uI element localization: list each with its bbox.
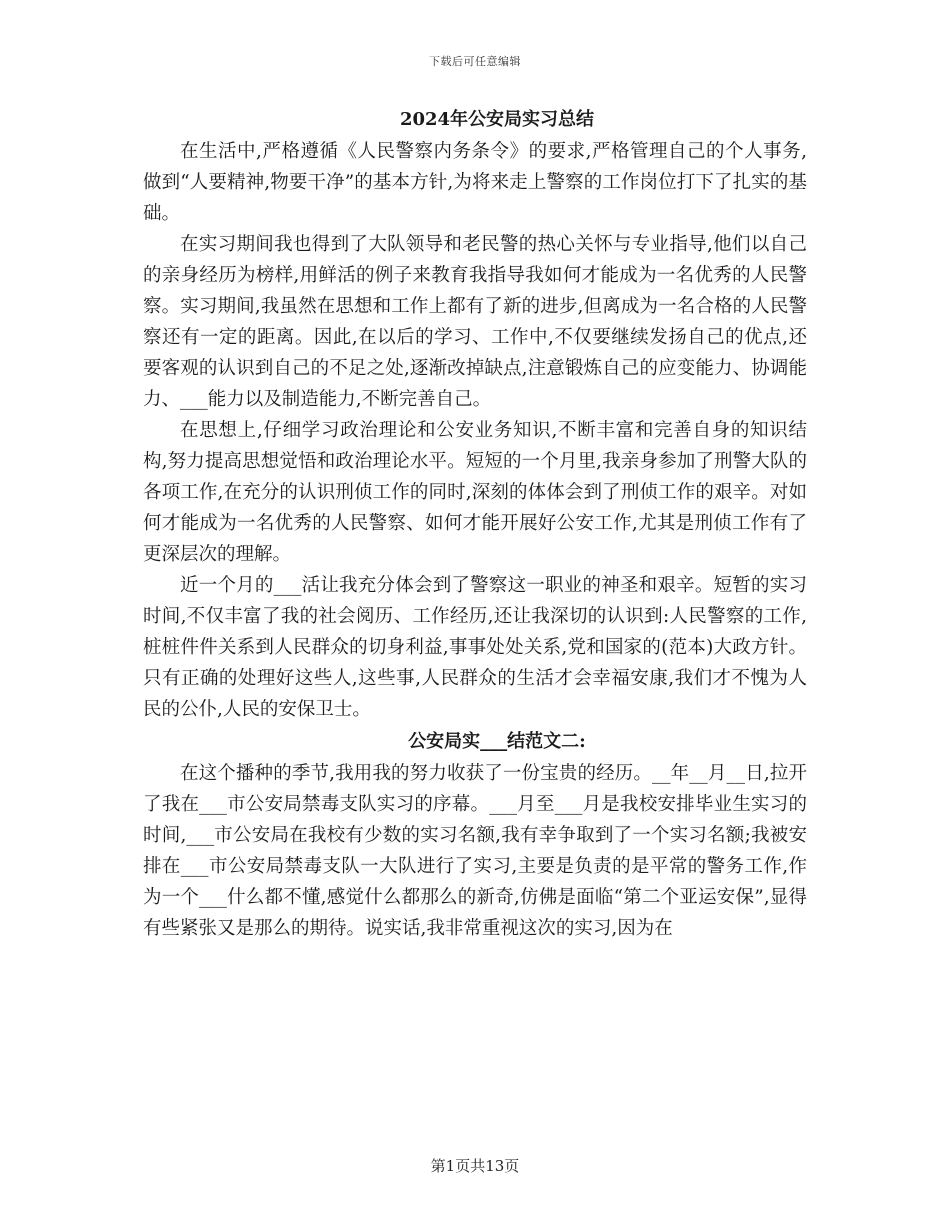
paragraph-4: 近一个月的___活让我充分体会到了警察这一职业的神圣和艰辛。短暂的实习时间,不仅丰富了我的社会阅历、工作经历,还让我深切的认识到:人民警察的工作,桩桩件件关系到人民群众的切身利益,事事处处关系,党和国家的(范本)大政方针。只有正确的处理好这些人,这些事,人民群众的生活才会幸福安康,我们才不愧为人民的公仆,人民的安保卫士。 (143, 575, 807, 720)
page-number: 第1页共13页 (430, 1157, 520, 1175)
header-note: 下载后可任意编辑 (429, 55, 521, 68)
paragraph-5: 在这个播种的季节,我用我的努力收获了一份宝贵的经历。__年__月__日,拉开了我在___市公安局禁毒支队实习的序幕。___月至___月是我校安排毕业生实习的时间,___市公安局在我校有少数的实习名额,我有幸争取到了一个实习名额;我被安排在___市公安局禁毒支队一大队进行了实习,主要是负责的是平常的警务工作,作为一个___什么都不懂,感觉什么都那么的新奇,仿佛是面临“第二个亚运安保”,显得有些紧张又是那么的期待。说实话,我非常重视这次的实习,因为在 (143, 763, 807, 939)
paragraph-2: 在实习期间我也得到了大队领导和老民警的热心关怀与专业指导,他们以自己的亲身经历为榜样,用鲜活的例子来教育我指导我如何才能成为一名优秀的人民警察。实习期间,我虽然在思想和工作上都有了新的进步,但离成为一名合格的人民警察还有一定的距离。因此,在以后的学习、工作中,不仅要继续发扬自己的优点,还要客观的认识到自己的不足之处,逐渐改掉缺点,注意锻炼自己的应变能力、协调能力、___能力以及制造能力,不断完善自己。 (143, 234, 807, 410)
document-title: 2024年公安局实习总结 (399, 109, 595, 130)
paragraph-1: 在生活中,严格遵循《人民警察内务条令》的要求,严格管理自己的个人事务,做到“人要精神,物要干净”的基本方针,为将来走上警察的工作岗位打下了扎实的基础。 (143, 141, 807, 224)
document-body (143, 104, 807, 944)
section-subtitle: 公安局实___结范文二: (408, 731, 586, 752)
paragraph-3: 在思想上,仔细学习政治理论和公安业务知识,不断丰富和完善自身的知识结构,努力提高思想觉悟和政治理论水平。短短的一个月里,我亲身参加了刑警大队的各项工作,在充分的认识刑侦工作的同时,深刻的体体会到了刑侦工作的艰辛。对如何才能成为一名优秀的人民警察、如何才能开展好公安工作,尤其是刑侦工作有了更深层次的理解。 (143, 420, 807, 565)
